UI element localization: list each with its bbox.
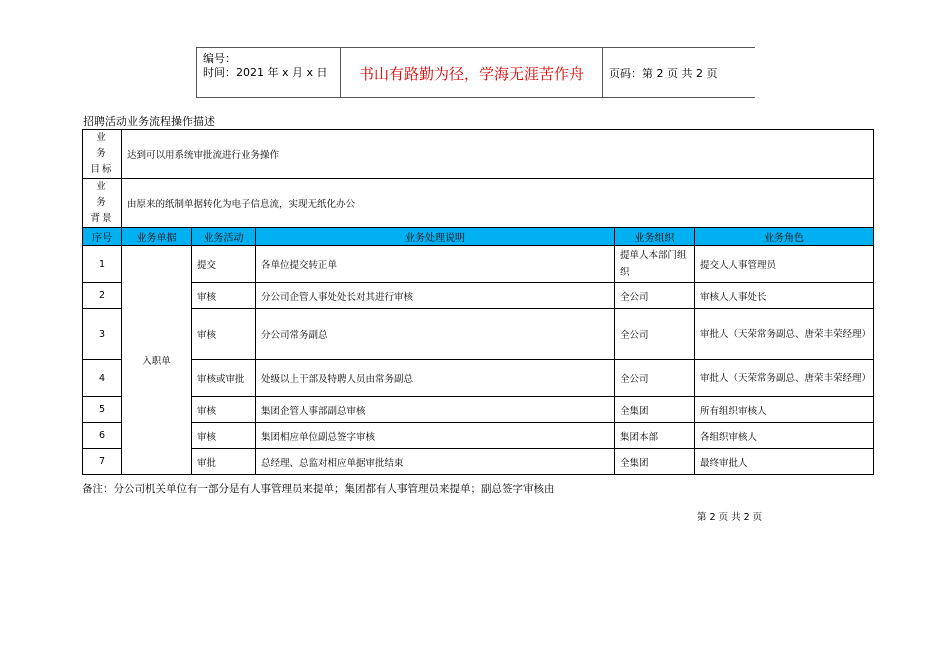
page-number: 页码：第 2 页 共 2 页 — [609, 67, 718, 80]
row-no: 2 — [83, 283, 122, 309]
row-description: 处级以上干部及特聘人员由常务副总 — [256, 360, 615, 397]
row-activity: 审核 — [192, 423, 256, 449]
process-table — [82, 129, 874, 475]
row-org: 集团本部 — [615, 423, 695, 449]
row-description: 各单位提交转正单 — [256, 246, 615, 283]
row-no: 7 — [83, 449, 122, 475]
col-header-document: 业务单据 — [122, 228, 192, 246]
row-org: 全公司 — [615, 360, 695, 397]
row-org: 全公司 — [615, 283, 695, 309]
table-row — [83, 423, 874, 449]
row-no: 3 — [83, 309, 122, 360]
time-label: 时间：2021 年 x 月 x 日 — [203, 66, 328, 79]
row-org: 全公司 — [615, 309, 695, 360]
row-description: 集团相应单位副总签字审核 — [256, 423, 615, 449]
row-role: 审批人（天荣常务副总、唐荣丰荣经理） — [695, 309, 874, 360]
goal-label: 业 务 目标 — [83, 130, 122, 179]
row-activity: 审批 — [192, 449, 256, 475]
row-role: 所有组织审核人 — [695, 397, 874, 423]
goal-text: 达到可以用系统审批流进行业务操作 — [122, 130, 874, 179]
row-role: 最终审批人 — [695, 449, 874, 475]
number-label: 编号： — [203, 52, 236, 65]
page-header — [196, 47, 755, 98]
row-org: 提单人本部门组织 — [615, 246, 695, 283]
table-row — [83, 309, 874, 360]
header-info-cell — [197, 48, 341, 97]
row-role: 提交人人事管理员 — [695, 246, 874, 283]
row-description: 总经理、总监对相应单据审批结束 — [256, 449, 615, 475]
row-no: 1 — [83, 246, 122, 283]
col-header-no: 序号 — [83, 228, 122, 246]
row-description: 分公司常务副总 — [256, 309, 615, 360]
row-no: 4 — [83, 360, 122, 397]
background-row — [83, 179, 874, 228]
col-header-role: 业务角色 — [695, 228, 874, 246]
page-footer: 第 2 页 共 2 页 — [697, 512, 763, 523]
header-motto-cell — [341, 48, 603, 97]
background-text: 由原来的纸制单据转化为电子信息流，实现无纸化办公 — [122, 179, 874, 228]
col-header-description: 业务处理说明 — [256, 228, 615, 246]
row-activity: 审核 — [192, 309, 256, 360]
row-org: 全集团 — [615, 449, 695, 475]
table-row — [83, 283, 874, 309]
row-activity: 审核 — [192, 397, 256, 423]
table-caption: 招聘活动业务流程操作描述 — [83, 115, 215, 128]
table-row — [83, 449, 874, 475]
motto: 书山有路勤为径，学海无涯苦作舟 — [358, 65, 584, 83]
header-page-cell — [603, 48, 755, 97]
background-label: 业 务 背景 — [83, 179, 122, 228]
row-description: 集团企管人事部副总审核 — [256, 397, 615, 423]
row-role: 各组织审核人 — [695, 423, 874, 449]
remarks: 备注：分公司机关单位有一部分是有人事管理员来提单；集团都有人事管理员来提单；副总签字审核由 — [82, 483, 555, 495]
document-name: 入职单 — [122, 246, 192, 475]
col-header-org: 业务组织 — [615, 228, 695, 246]
row-org: 全集团 — [615, 397, 695, 423]
row-activity: 审核 — [192, 283, 256, 309]
row-description: 分公司企管人事处处长对其进行审核 — [256, 283, 615, 309]
row-role: 审批人（天荣常务副总、唐荣丰荣经理） — [695, 360, 874, 397]
table-row — [83, 360, 874, 397]
goal-row — [83, 130, 874, 179]
table-row — [83, 246, 874, 283]
col-header-activity: 业务活动 — [192, 228, 256, 246]
row-role: 审核人人事处长 — [695, 283, 874, 309]
row-no: 6 — [83, 423, 122, 449]
table-header-row — [83, 228, 874, 246]
row-activity: 提交 — [192, 246, 256, 283]
table-row — [83, 397, 874, 423]
row-no: 5 — [83, 397, 122, 423]
row-activity: 审核或审批 — [192, 360, 256, 397]
